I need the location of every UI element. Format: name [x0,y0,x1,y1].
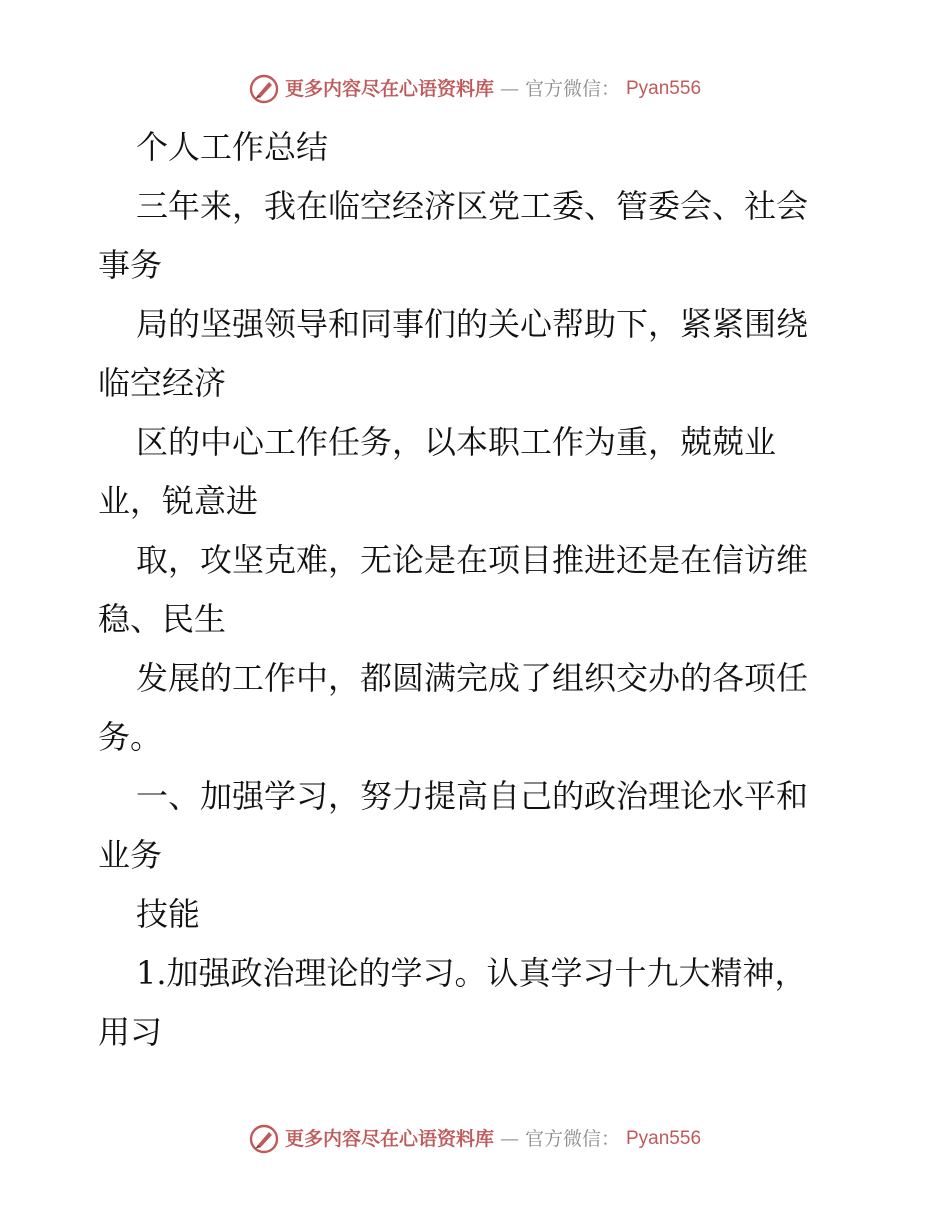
paragraph-line: 区的中心工作任务，以本职工作为重，兢兢业 [136,423,777,461]
document-title: 个人工作总结 [136,128,329,166]
paragraph-line: 用习 [98,1013,163,1051]
paragraph-line: 取，攻坚克难，无论是在项目推进还是在信访维 [136,541,809,579]
section-heading-line: 技能 [136,895,201,933]
paragraph-line: 业，锐意进 [98,482,259,520]
banner-dash: — [499,1128,519,1150]
quill-pen-logo-icon [249,74,279,104]
paragraph-line: 发展的工作中，都圆满完成了组织交办的各项任 [136,659,809,697]
quill-pen-logo-icon [249,1124,279,1154]
document-body [98,118,858,1062]
section-heading-line: 业务 [98,836,163,874]
banner-side-text: 官方微信： [524,1128,620,1150]
header-banner [0,74,950,104]
paragraph-line: 临空经济 [98,364,227,402]
banner-main-text: 更多内容尽在心语资料库 [284,1128,494,1150]
banner-wechat-id: Pyan556 [626,78,702,99]
paragraph-line: 1.加强政治理论的学习。认真学习十九大精神， [136,954,807,992]
section-heading: 一、加强学习，努力提高自己的政治理论水平和 [136,777,809,815]
paragraph-line: 务。 [98,718,163,756]
banner-side-text: 官方微信： [524,78,620,100]
banner-main-text: 更多内容尽在心语资料库 [284,78,494,100]
banner-wechat-id: Pyan556 [626,1128,702,1149]
banner-dash: — [499,78,519,100]
paragraph-line: 事务 [98,246,163,284]
paragraph-line: 三年来，我在临空经济区党工委、管委会、社会 [136,187,809,225]
paragraph-line: 局的坚强领导和同事们的关心帮助下，紧紧围绕 [136,305,809,343]
footer-banner [0,1124,950,1154]
paragraph-line: 稳、民生 [98,600,227,638]
